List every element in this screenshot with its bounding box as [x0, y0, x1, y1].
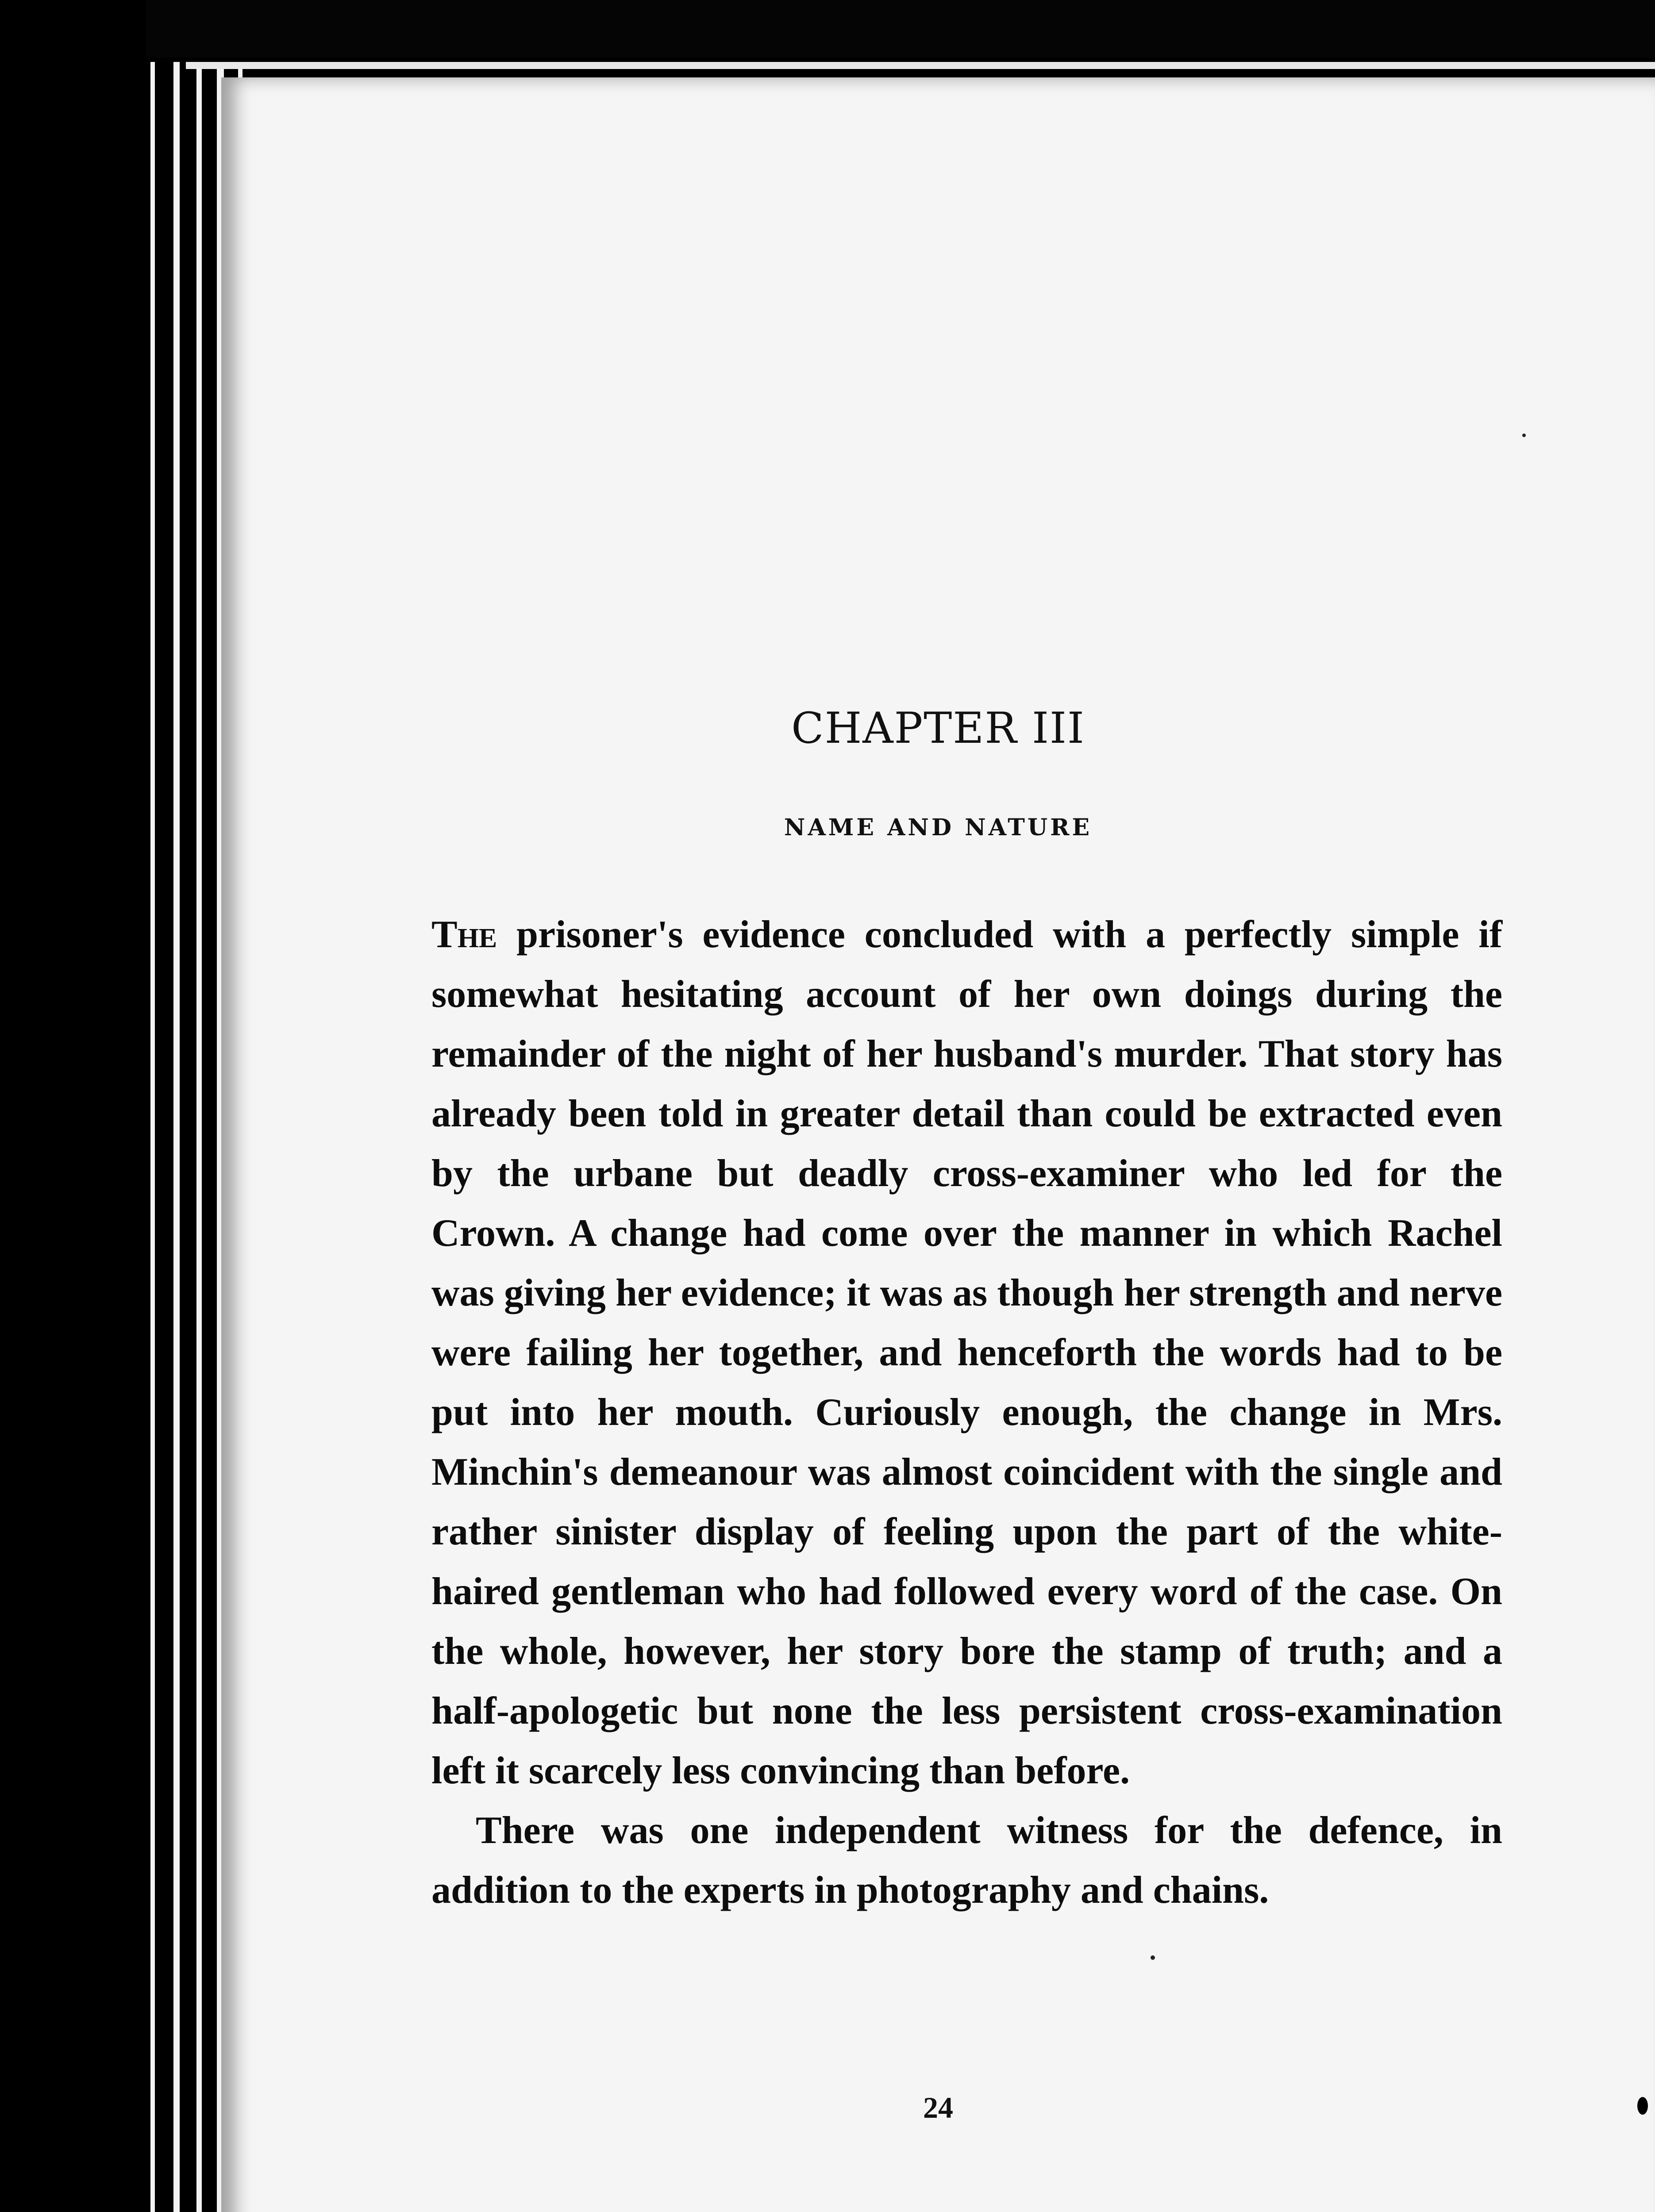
page-edge	[150, 62, 155, 2212]
body-text	[431, 905, 1502, 1920]
chapter-subtitle: NAME AND NATURE	[784, 814, 1093, 841]
paragraph-text: There was one independent witness for the defence, in addition to the experts in photography and chains.	[431, 1809, 1502, 1912]
paragraph	[431, 1801, 1502, 1920]
scan-speck	[1522, 434, 1526, 437]
paragraph-lead-word: The	[431, 913, 497, 956]
page-edge	[173, 62, 180, 2212]
page-top-edge	[186, 62, 1655, 69]
paragraph-text: prisoner's evidence concluded with a perfectly simple if somewhat hesitating account of her own doings during the remainder of the night of her husband's murder. That story has already been told in greater detail than could be extracted even by the urbane but deadly cross-examiner who led for the Crown. A change had come over the manner in which Rachel was giving her evidence; it was as though her strength and nerve were failing her together, and henceforth the words had to be put into her mouth. Curiously enough, the change in Mrs. Minchin's demeanour was almost coincident with the single and rather sinister display of feeling upon the part of the white-haired gentleman who had followed every word of the case. On the whole, however, her story bore the stamp of truth; and a half-apologetic but none the less persistent cross-examination left it scarcely less convincing than before.	[431, 913, 1502, 1792]
chapter-title: CHAPTER III	[791, 703, 1085, 753]
scan-speck	[1151, 1955, 1155, 1960]
scan-left-border	[0, 0, 146, 2212]
scan-speck	[1637, 2097, 1648, 2115]
paragraph	[431, 905, 1502, 1801]
page-number: 24	[923, 2091, 953, 2124]
page-edge	[196, 62, 202, 2212]
scan-top-border	[0, 0, 1655, 58]
